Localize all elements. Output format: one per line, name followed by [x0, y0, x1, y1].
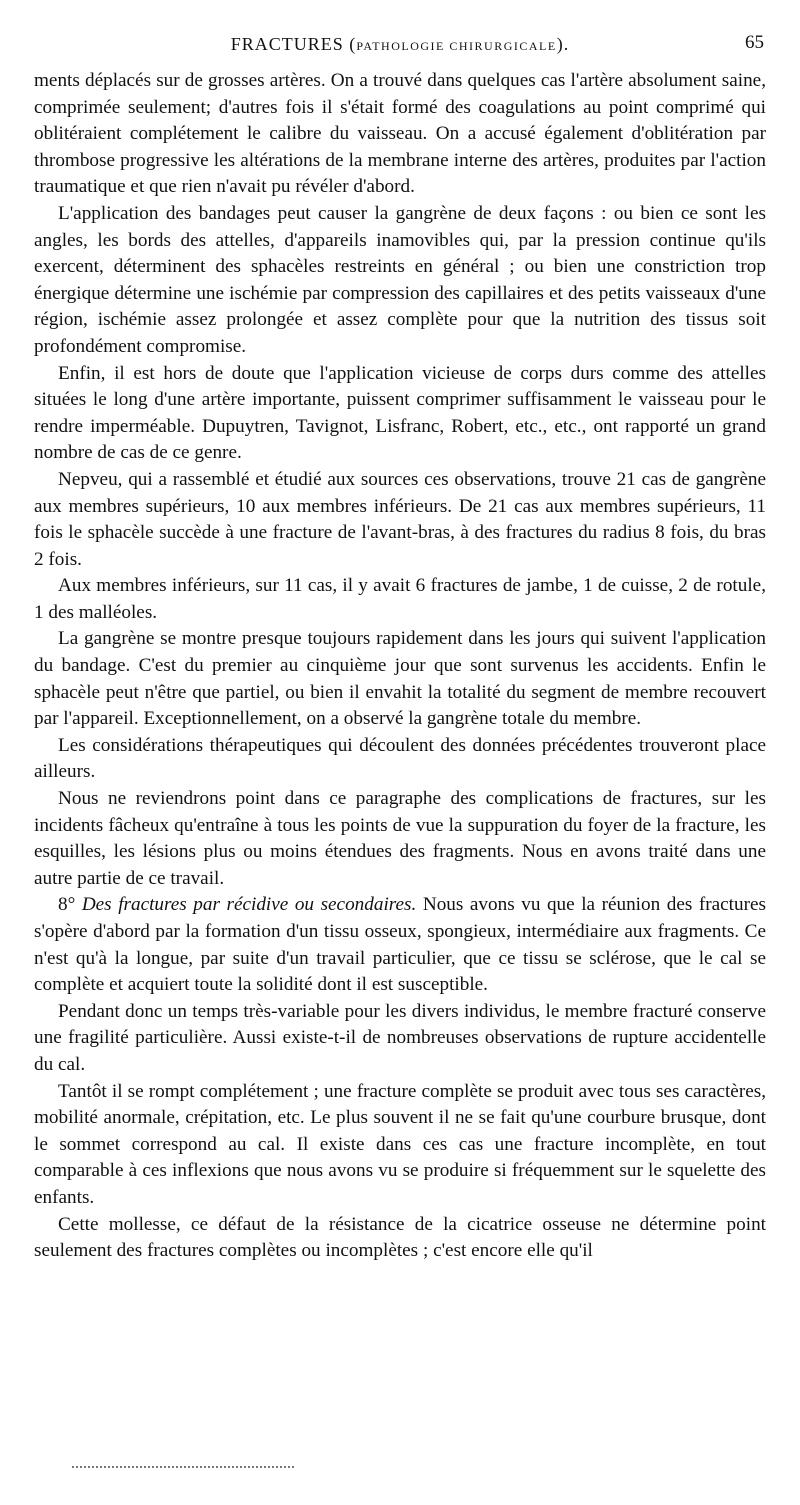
paragraph: La gangrène se montre presque toujours rapidement dans les jours qui suivent l'application du bandage. C'est du premier au cinquième jour que sont survenus les accidents. Enfin le sphacèle peut n'être que partiel, ou bien il envahit la totalité du segment de membre recouvert par l'appareil. Exceptionnellement, on a observé la gangrène totale du membre. — [34, 628, 766, 730]
paragraph: Nous ne reviendrons point dans ce paragraphe des complications de fractures, sur les incidents fâcheux qu'entraîne à tous les points de vue la suppuration du foyer de la fracture, les esquilles, les lésions plus ou moins étendues des fragments. Nous en avons traité dans une autre partie de ce travail. — [34, 788, 766, 889]
paragraph: Cette mollesse, ce défaut de la résistance de la cicatrice osseuse ne détermine point seulement des fractures complètes ou incomplètes ; c'est encore elle qu'il — [34, 1213, 766, 1262]
section-number: 8° — [58, 894, 82, 916]
section-paragraph — [34, 892, 766, 998]
running-header — [36, 30, 764, 58]
section-text: Nous avons vu que la réunion des fractures s'opère d'abord par la formation d'un tissu osseux, spongieux, intermédiaire aux fragments. Ce n'est qu'à la longue, par suite d'un travail particulier, que ce tissu se sclérose, que le cal se complète et acquiert toute la solidité dont il est susceptible. — [34, 894, 766, 996]
body-text — [34, 68, 766, 1265]
section-heading: Des fractures par récidive ou secondaires. — [81, 894, 417, 916]
running-title-main: FRACTURES ( — [230, 34, 357, 54]
paragraph: Tantôt il se rompt complétement ; une fracture complète se produit avec tous ses caractères, mobilité anormale, crépitation, etc. Le plus souvent il ne se fait qu'une courbure brusque, dont le sommet correspond au cal. Il existe dans ces cas une fracture incomplète, en tout comparable à ces inflexions que nous avons vu se produire si fréquemment sur le squelette des enfants. — [34, 1080, 766, 1208]
running-title-subtitle: PATHOLOGIE CHIRURGICALE — [356, 39, 557, 53]
running-title-end: ). — [556, 34, 570, 54]
paragraph: Les considérations thérapeutiques qui découlent des données précédentes trouveront place ailleurs. — [34, 734, 766, 783]
page-number: 65 — [745, 32, 764, 53]
footer-dotted-line — [72, 1466, 294, 1468]
paragraph: Pendant donc un temps très-variable pour les divers individus, le membre fracturé conserve une fragilité particulière. Aussi existe-t-il de nombreuses observations de rupture accidentelle du cal. — [34, 1000, 766, 1075]
paragraph: Enfin, il est hors de doute que l'application vicieuse de corps durs comme des attelles situées le long d'une artère importante, puissent comprimer suffisamment le vaisseau pour le rendre imperméable. Dupuytren, Tavignot, Lisfranc, Robert, etc., etc., ont rapporté un grand nombre de cas de ce genre. — [34, 362, 766, 464]
paragraph: Nepveu, qui a rassemblé et étudié aux sources ces observations, trouve 21 cas de gangrène aux membres supérieurs, 10 aux membres inférieurs. De 21 cas aux membres supérieurs, 11 fois le sphacèle succède à une fracture de l'avant-bras, à des fractures du radius 8 fois, du bras 2 fois. — [34, 468, 766, 570]
paragraph: ments déplacés sur de grosses artères. On a trouvé dans quelques cas l'artère absolument saine, comprimée seulement; d'autres fois il s'était formé des coagulations au point comprimé qui oblitéraient complétement le calibre du vaisseau. On a accusé également d'oblitération par thrombose progressive les altérations de la membrane interne des artères, produites par l'action traumatique et que rien n'avait pu révéler d'abord. — [34, 70, 766, 198]
paragraph: L'application des bandages peut causer la gangrène de deux façons : ou bien ce sont les angles, les bords des attelles, d'appareils inamovibles qui, par la pression continue qu'ils exercent, déterminent des sphacèles restreints en général ; ou bien une constriction trop énergique détermine une ischémie par compression des capillaires et des petits vaisseaux d'une région, ischémie assez prolongée et assez complète pour que la nutrition des tissus soit profondément compromise. — [34, 202, 766, 357]
paragraph: Aux membres inférieurs, sur 11 cas, il y avait 6 fractures de jambe, 1 de cuisse, 2 de rotule, 1 des malléoles. — [34, 575, 766, 623]
running-title — [36, 34, 764, 55]
